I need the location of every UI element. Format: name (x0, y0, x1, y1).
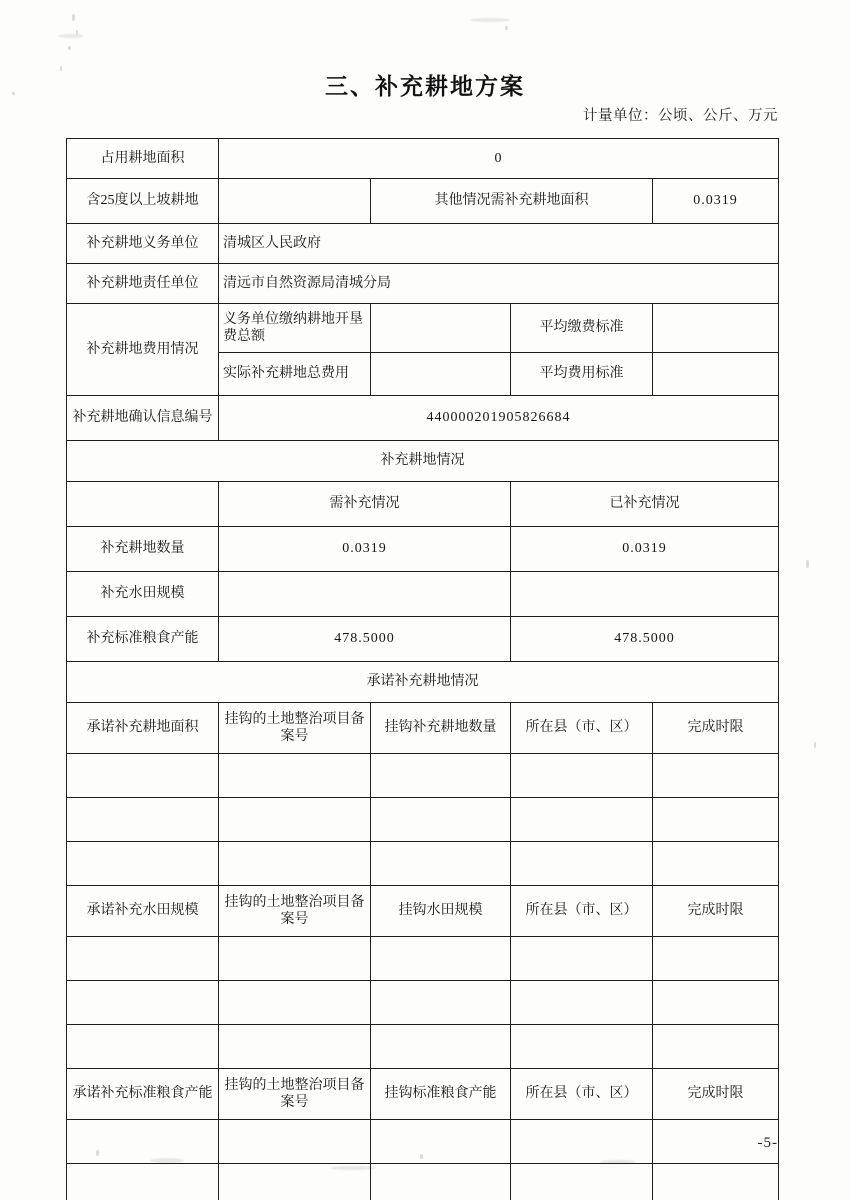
actual-total-fee-value (371, 353, 511, 396)
commitment-header-cell: 所在县（市、区） (511, 1069, 653, 1120)
table-row (67, 264, 779, 304)
table-row (67, 1069, 779, 1120)
commitment-header-cell: 挂钩的土地整治项目备案号 (219, 886, 371, 937)
table-row (67, 1120, 779, 1164)
avg-fee-standard-value (653, 353, 779, 396)
obligation-unit-label: 补充耕地义务单位 (67, 224, 219, 264)
table-row (67, 1025, 779, 1069)
table-row (67, 572, 779, 617)
commitment-empty-cell (219, 981, 371, 1025)
supplement-item-label: 补充标准粮食产能 (67, 617, 219, 662)
confirm-code-value: 440000201905826684 (219, 396, 779, 441)
commitment-empty-cell (653, 754, 779, 798)
commitment-empty-cell (371, 1120, 511, 1164)
table-row (67, 703, 779, 754)
table-row (67, 754, 779, 798)
commitment-header-cell: 承诺补充耕地面积 (67, 703, 219, 754)
scan-speck (806, 560, 809, 568)
table-row (67, 937, 779, 981)
avg-fee-standard-label: 平均费用标准 (511, 353, 653, 396)
commitment-empty-cell (219, 842, 371, 886)
commitment-empty-cell (371, 754, 511, 798)
commitment-empty-cell (67, 798, 219, 842)
scan-speck (505, 26, 508, 30)
avg-payment-standard-value (653, 304, 779, 353)
commitment-empty-cell (67, 1164, 219, 1200)
commitment-empty-cell (67, 1120, 219, 1164)
commitment-empty-cell (653, 1025, 779, 1069)
commitment-header-cell: 挂钩水田规模 (371, 886, 511, 937)
avg-payment-standard-label: 平均缴费标准 (511, 304, 653, 353)
reclaim-fee-total-value (371, 304, 511, 353)
table-row (67, 981, 779, 1025)
commitment-empty-cell (67, 937, 219, 981)
commitment-header-cell: 挂钩补充耕地数量 (371, 703, 511, 754)
commitment-header-cell: 挂钩的土地整治项目备案号 (219, 1069, 371, 1120)
scan-speck (72, 14, 75, 21)
commitment-empty-cell (371, 842, 511, 886)
commitment-empty-cell (371, 1025, 511, 1069)
commitment-empty-cell (511, 798, 653, 842)
supplement-farmland-table (66, 138, 779, 1200)
commitment-empty-cell (67, 981, 219, 1025)
commitment-empty-cell (219, 1025, 371, 1069)
supplement-item-label: 补充耕地数量 (67, 527, 219, 572)
commitment-empty-cell (219, 937, 371, 981)
supplement-item-completed (511, 572, 779, 617)
commitment-empty-cell (371, 1164, 511, 1200)
commitment-empty-cell (371, 798, 511, 842)
commitment-empty-cell (219, 754, 371, 798)
commitment-empty-cell (653, 798, 779, 842)
commitment-empty-cell (653, 981, 779, 1025)
supplement-row-label-blank (67, 482, 219, 527)
supplement-section-title: 补充耕地情况 (67, 441, 779, 482)
table-row (67, 304, 779, 353)
page-title: 三、补充耕地方案 (325, 74, 525, 100)
other-supplement-label: 其他情况需补充耕地面积 (371, 179, 653, 224)
commitment-empty-cell (511, 1025, 653, 1069)
supplement-item-completed: 0.0319 (511, 527, 779, 572)
table-row (67, 842, 779, 886)
commitment-empty-cell (219, 1120, 371, 1164)
occupied-area-label: 占用耕地面积 (67, 139, 219, 179)
supplement-item-label: 补充水田规模 (67, 572, 219, 617)
commitment-empty-cell (511, 937, 653, 981)
table-row (67, 1164, 779, 1200)
occupied-area-value: 0 (219, 139, 779, 179)
commitment-empty-cell (371, 981, 511, 1025)
commitment-empty-cell (511, 1164, 653, 1200)
reclaim-fee-total-label: 义务单位缴纳耕地开垦费总额 (219, 304, 371, 353)
table-row (67, 396, 779, 441)
table-row (67, 886, 779, 937)
commitment-header-cell: 完成时限 (653, 1069, 779, 1120)
table-row (67, 617, 779, 662)
commitment-header-cell: 所在县（市、区） (511, 886, 653, 937)
measurement-unit-note: 计量单位：公顷、公斤、万元 (583, 108, 778, 124)
table-row (67, 798, 779, 842)
commitment-header-cell: 完成时限 (653, 703, 779, 754)
commitment-header-cell: 挂钩的土地整治项目备案号 (219, 703, 371, 754)
commitment-empty-cell (67, 754, 219, 798)
supplement-item-completed: 478.5000 (511, 617, 779, 662)
responsible-unit-value: 清远市自然资源局清城分局 (219, 264, 779, 304)
scan-speck (68, 46, 71, 50)
commitment-empty-cell (653, 937, 779, 981)
table-row (67, 224, 779, 264)
responsible-unit-label: 补充耕地责任单位 (67, 264, 219, 304)
commitment-header-cell: 完成时限 (653, 886, 779, 937)
confirm-code-label: 补充耕地确认信息编号 (67, 396, 219, 441)
supplement-item-required: 478.5000 (219, 617, 511, 662)
commitment-empty-cell (511, 754, 653, 798)
commitment-empty-cell (511, 981, 653, 1025)
col-required-header: 需补充情况 (219, 482, 511, 527)
commitment-header-cell: 承诺补充水田规模 (67, 886, 219, 937)
table-row (67, 482, 779, 527)
table-row (67, 527, 779, 572)
table-row (67, 662, 779, 703)
slope-farmland-label: 含25度以上坡耕地 (67, 179, 219, 224)
commitment-empty-cell (219, 1164, 371, 1200)
commitment-empty-cell (67, 1025, 219, 1069)
commitment-section-title: 承诺补充耕地情况 (67, 662, 779, 703)
page-number: -5- (757, 1135, 778, 1151)
commitment-header-cell: 所在县（市、区） (511, 703, 653, 754)
other-supplement-value: 0.0319 (653, 179, 779, 224)
commitment-empty-cell (653, 1164, 779, 1200)
col-completed-header: 已补充情况 (511, 482, 779, 527)
commitment-empty-cell (511, 1120, 653, 1164)
supplement-item-required (219, 572, 511, 617)
actual-total-fee-label: 实际补充耕地总费用 (219, 353, 371, 396)
supplement-item-required: 0.0319 (219, 527, 511, 572)
table-row (67, 139, 779, 179)
scan-speck (814, 742, 816, 748)
scan-smudge (470, 18, 510, 22)
slope-farmland-value (219, 179, 371, 224)
table-row (67, 441, 779, 482)
table-row (67, 179, 779, 224)
scan-smudge (58, 34, 84, 38)
commitment-empty-cell (67, 842, 219, 886)
commitment-header-cell: 挂钩标准粮食产能 (371, 1069, 511, 1120)
fee-situation-label: 补充耕地费用情况 (67, 304, 219, 396)
obligation-unit-value: 清城区人民政府 (219, 224, 779, 264)
commitment-empty-cell (511, 842, 653, 886)
commitment-empty-cell (653, 842, 779, 886)
commitment-empty-cell (371, 937, 511, 981)
commitment-header-cell: 承诺补充标准粮食产能 (67, 1069, 219, 1120)
commitment-empty-cell (219, 798, 371, 842)
